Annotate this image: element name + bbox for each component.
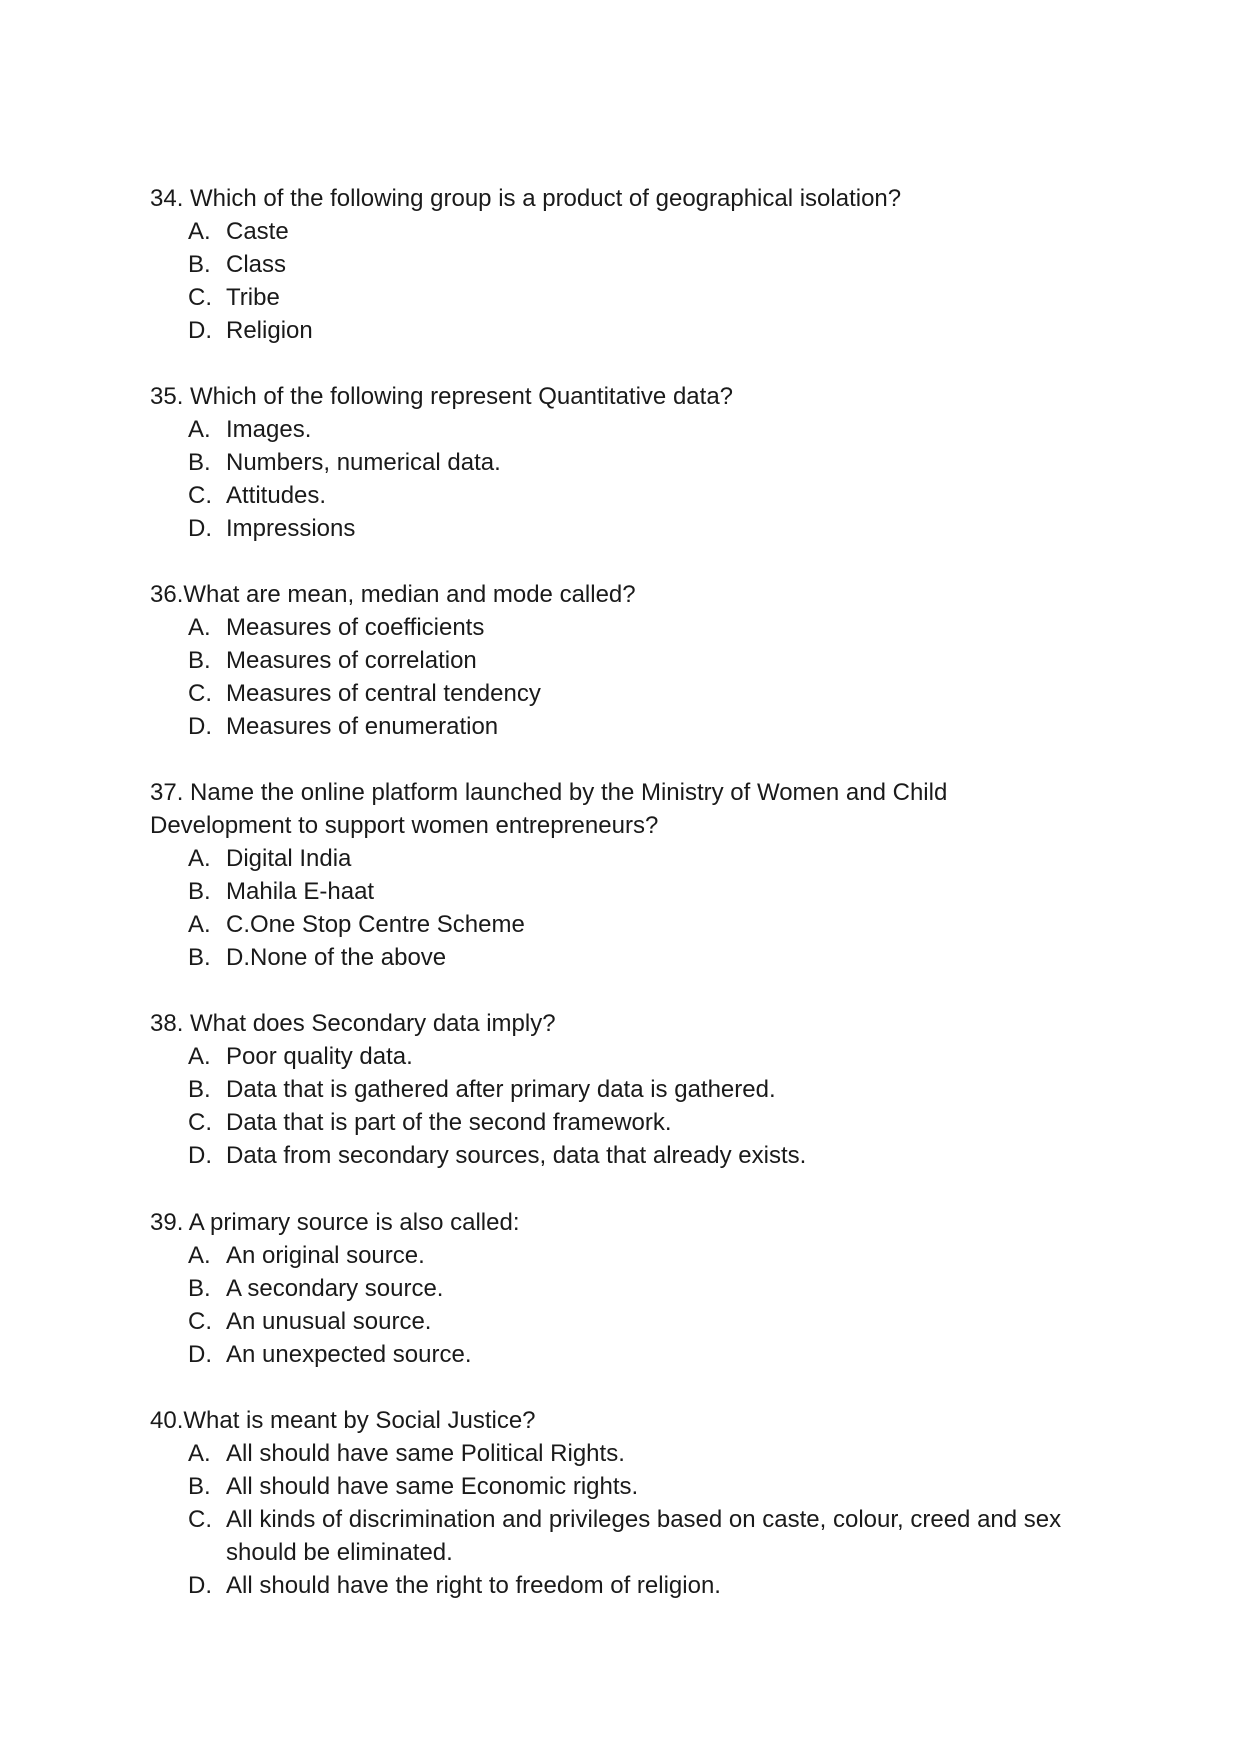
option-text: Class [226,251,287,278]
option-letter: B. [188,1275,211,1302]
option-text: Attitudes. [226,482,327,509]
option [150,1272,1070,1305]
option-text: Numbers, numerical data. [226,449,501,476]
option-letter: B. [188,1076,211,1103]
question-stem: 38. What does Secondary data imply? [150,1010,556,1037]
option-letter: C. [188,1109,212,1136]
option-text: All should have same Political Rights. [226,1440,625,1467]
option-letter: D. [188,1142,212,1169]
option-text: Mahila E-haat [226,878,375,905]
question-stem: 34. Which of the following group is a product of geographical isolation? [150,185,902,212]
option [150,446,1070,479]
question-stem: 36.What are mean, median and mode called? [150,581,636,608]
option-letter: A. [188,218,211,245]
option [150,1437,1070,1470]
option-letter: C. [188,1506,212,1533]
option-letter: B. [188,449,211,476]
option [150,941,1070,974]
option-letter: D. [188,1341,212,1368]
option-letter: B. [188,1473,211,1500]
option [150,1073,1070,1106]
option-text: Measures of coefficients [226,614,485,641]
option [150,1470,1070,1503]
option-text: Tribe [226,284,280,311]
option-text: Caste [226,218,289,245]
option [150,248,1070,281]
option-text: Measures of central tendency [226,680,541,707]
option [150,1139,1070,1172]
option [150,1503,1070,1569]
option [150,710,1070,743]
option-letter: B. [188,251,211,278]
option [150,677,1070,710]
option-text: C.One Stop Centre Scheme [226,911,525,938]
option [150,644,1070,677]
options-list [150,611,1070,743]
option-letter: A. [188,1043,211,1070]
option-text: A secondary source. [226,1275,444,1302]
option-letter: A. [188,911,211,938]
option-text: Measures of correlation [226,647,477,674]
option-letter: C. [188,1308,212,1335]
option-letter: A. [188,1440,211,1467]
question-36 [150,578,1070,743]
option-text: D.None of the above [226,944,447,971]
question-40 [150,1404,1070,1602]
option-text: Digital India [226,845,352,872]
options-list [150,1239,1070,1371]
option-text: All kinds of discrimination and privileges based on caste, colour, creed and sex should be eliminated. [226,1506,1062,1566]
options-list [150,1437,1070,1602]
option [150,611,1070,644]
option-letter: D. [188,515,212,542]
option-letter: D. [188,713,212,740]
option [150,281,1070,314]
option-letter: B. [188,878,211,905]
option-letter: A. [188,845,211,872]
option [150,512,1070,545]
question-stem: 39. A primary source is also called: [150,1209,520,1236]
question-stem: 40.What is meant by Social Justice? [150,1407,536,1434]
options-list [150,215,1070,347]
option [150,215,1070,248]
option-letter: A. [188,614,211,641]
option [150,908,1070,941]
question-37 [150,776,1070,974]
option-letter: B. [188,647,211,674]
question-35 [150,380,1070,545]
option [150,1040,1070,1073]
option-text: Impressions [226,515,356,542]
question-39 [150,1206,1070,1371]
option-text: Poor quality data. [226,1043,413,1070]
option-text: An unusual source. [226,1308,432,1335]
option [150,875,1070,908]
option-text: Data that is gathered after primary data is gathered. [226,1076,776,1103]
option [150,413,1070,446]
option-letter: A. [188,416,211,443]
option-text: Images. [226,416,312,443]
option-text: Religion [226,317,313,344]
option-letter: C. [188,284,212,311]
option [150,1106,1070,1139]
option-text: Data from secondary sources, data that already exists. [226,1142,807,1169]
question-stem: 35. Which of the following represent Quantitative data? [150,383,734,410]
option-text: All should have same Economic rights. [226,1473,639,1500]
option [150,1239,1070,1272]
options-list [150,1040,1070,1172]
option [150,314,1070,347]
option [150,479,1070,512]
option-letter: C. [188,482,212,509]
option-text: Measures of enumeration [226,713,499,740]
option-letter: A. [188,1242,211,1269]
question-stem: 37. Name the online platform launched by the Ministry of Women and Child Development to support women entrepreneurs? [150,779,948,839]
option-letter: D. [188,1572,212,1599]
question-34 [150,182,1070,347]
option [150,1569,1070,1602]
option-letter: B. [188,944,211,971]
option-text: An original source. [226,1242,425,1269]
option [150,1338,1070,1371]
option-text: An unexpected source. [226,1341,472,1368]
question-38 [150,1007,1070,1172]
option [150,842,1070,875]
option [150,1305,1070,1338]
option-text: Data that is part of the second framework. [226,1109,672,1136]
option-letter: C. [188,680,212,707]
option-letter: D. [188,317,212,344]
options-list [150,842,1070,974]
option-text: All should have the right to freedom of religion. [226,1572,721,1599]
options-list [150,413,1070,545]
